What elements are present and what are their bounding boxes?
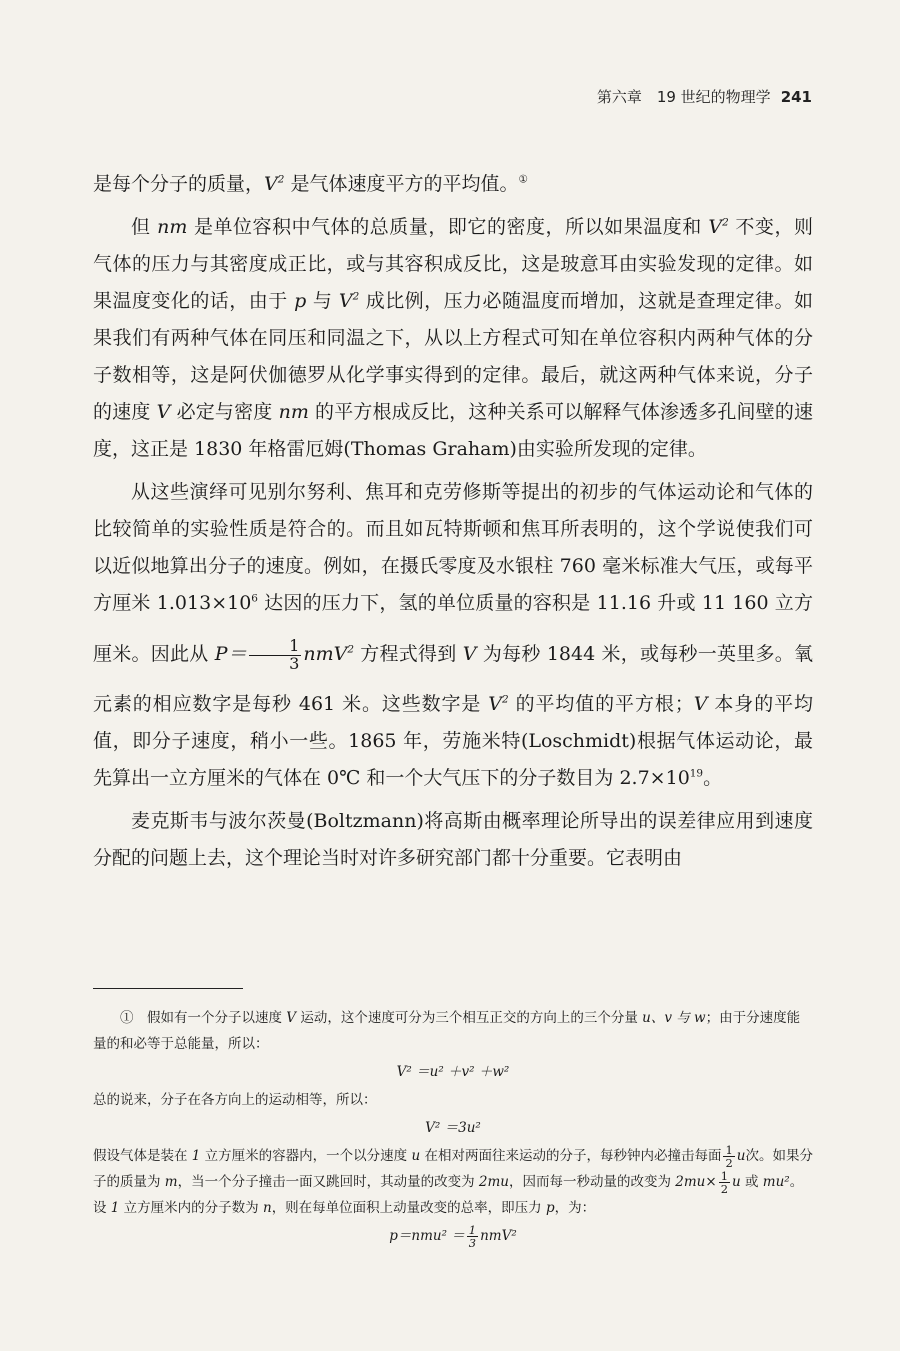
footnote-equation-1: V² ＝u² ＋v² ＋w²	[396, 1064, 510, 1080]
math-v2: $V^2$	[488, 693, 509, 715]
exponent: 6	[251, 592, 258, 605]
math-m: m	[164, 1174, 178, 1191]
math-v: V	[156, 401, 171, 423]
text-run: 在相对两面往来运动的分子，每秒钟内必撞击每面	[420, 1148, 722, 1164]
footnote-line-3	[93, 1143, 813, 1221]
eq-lhs: P＝	[214, 643, 248, 665]
footnote-equation-2: V² ＝3u²	[425, 1120, 481, 1136]
text-run: 的平均值的平方根；	[508, 693, 694, 715]
paragraph-2	[93, 209, 813, 468]
denominator: 2	[720, 1182, 728, 1197]
footnote	[93, 1005, 813, 1251]
text-run: 为每秒 1844 米，或每秒一英里多。氧元素的相应数字是每秒 461 米。这些数字是	[93, 643, 813, 715]
text-run: ，则在每单位面积上动量改变的总率，即压力	[271, 1200, 546, 1217]
math-v2: $V^2$	[264, 173, 285, 195]
text-run: 从这些演绎可见别尔努利、焦耳和克劳修斯等提出的初步的气体运动论和气体的比较简单的实验性质是符合的。而且如瓦特斯顿和焦耳所表明的，这个学说使我们可以近似地算出分子的速度。例如，在摄氏零度及水银柱 760 毫米标准大气压，或每平方厘米 1.013×10	[93, 481, 813, 614]
math-uvw: u、v 与 w	[642, 1010, 706, 1026]
math-one: 1	[110, 1200, 120, 1217]
text-run: 但	[131, 216, 158, 238]
text-run: 是单位容积中气体的总质量，即它的密度，所以如果温度和	[187, 216, 709, 238]
page-number: 241	[780, 88, 812, 106]
text-run: 假设气体是装在	[93, 1148, 192, 1164]
denominator: 3	[468, 1236, 477, 1251]
text-run: 立方厘米的容器内，一个以分速度	[200, 1148, 412, 1164]
math-u: u	[736, 1148, 746, 1164]
eq-part: nmV²	[480, 1228, 517, 1245]
numerator: 1	[725, 1142, 733, 1157]
text-run: 本身的平均值，即分子速度，稍小一些。1865 年，劳施米特(Loschmidt)根据气体运动论，最先算出一立方厘米的气体在 0℃ 和一个大气压下的分子数目为 2.7×10	[93, 693, 813, 789]
text-run: 假如有一个分子以速度	[133, 1010, 287, 1026]
text-run: 成比例，压力必随温度而增加，这就是查理定律。如果我们有两种气体在同压和同温之下，从以上方程式可知在单位容积内两种气体的分子数相等，这是阿伏伽德罗从化学事实得到的定律。最后，就这两种气体来说，分子的速度	[93, 290, 813, 423]
chapter-title: 第六章 19 世纪的物理学	[596, 88, 771, 106]
math-v: V	[286, 1010, 297, 1026]
numerator: 1	[249, 638, 301, 656]
math-p: p	[545, 1200, 555, 1217]
math-p: p	[294, 290, 307, 312]
math-u: u	[411, 1148, 421, 1164]
text-run: 或	[740, 1174, 763, 1191]
text-run: 方程式得到	[353, 643, 463, 665]
text-run: 的平方根成反比，这种关系可以解释气体渗透多孔间壁的速度，这正是 1830 年格雷厄姆(Thomas Graham)由实验所发现的定律。	[93, 401, 813, 460]
text-run: 达因的压力下，氢的单位质量的容积是 11.16 升或 11 160 立方厘米。因此从	[93, 592, 813, 665]
text-run: 。设	[93, 1174, 804, 1217]
fraction-one-half	[719, 1170, 730, 1195]
text-run: 立方厘米内的分子数为	[119, 1200, 263, 1217]
paragraph-3	[93, 474, 813, 797]
math-nm: nm	[278, 401, 309, 423]
fraction-one-half	[723, 1144, 734, 1169]
text-run: 不变，则气体的压力与其密度成正比，或与其容积成反比，这是玻意耳由实验发现的定律。如果温度变化的话，由于	[93, 216, 813, 312]
footnote-line-1	[93, 1005, 813, 1057]
footnote-line-2: 总的说来，分子在各方向上的运动相等，所以：	[93, 1092, 377, 1108]
inline-equation	[214, 635, 354, 673]
denominator: 2	[725, 1156, 733, 1170]
text-run: 必定与密度	[170, 401, 279, 423]
text-run: 是气体速度平方的平均值。	[284, 173, 519, 195]
text-run: ，因而每一秒动量的改变为	[509, 1174, 676, 1191]
math-v2: $V^2$	[338, 290, 360, 312]
math-v: V	[693, 693, 708, 715]
denominator: 3	[289, 653, 300, 673]
footnote-divider	[93, 988, 243, 989]
exponent: 19	[689, 767, 704, 780]
math-v2: $V^2$	[708, 216, 729, 238]
math-u: u	[732, 1174, 741, 1191]
math-v: V	[462, 643, 477, 665]
running-header	[597, 86, 812, 107]
numerator: 1	[468, 1223, 477, 1238]
footnote-equation-3	[93, 1223, 813, 1249]
text-run: ；由于分速度能量的和必等于总能量，所以：	[93, 1010, 801, 1052]
numerator: 1	[720, 1169, 728, 1183]
footnote-ref[interactable]: ①	[518, 173, 528, 186]
math-mu2: mu²	[762, 1174, 790, 1191]
paragraph-4: 麦克斯韦与波尔茨曼(Boltzmann)将高斯由概率理论所导出的误差律应用到速度分配的问题上去，这个理论当时对许多研究部门都十分重要。它表明由	[93, 810, 813, 869]
fraction-one-third	[467, 1224, 478, 1249]
paragraph-1	[93, 166, 813, 203]
eq-part: p＝nmu² ＝	[389, 1228, 465, 1245]
fraction-one-third	[249, 635, 301, 673]
text-run: 。	[703, 767, 723, 789]
footnote-marker: ①	[120, 1010, 134, 1026]
math-nm: nm	[157, 216, 188, 238]
text-run: ，当一个分子撞击一面又跳回时，其动量的改变为	[177, 1174, 479, 1191]
math-n: n	[262, 1200, 272, 1217]
body-text	[93, 166, 813, 883]
text-run: 次。如果分子的质量为	[93, 1148, 813, 1191]
text-run: 是每个分子的质量，	[93, 173, 265, 195]
math-one: 1	[191, 1148, 201, 1164]
text-run: ，为：	[554, 1200, 596, 1217]
text-run: 与	[306, 290, 339, 312]
math-2mu: 2mu	[478, 1174, 509, 1191]
math-nmv2: nmV$^2$	[303, 643, 354, 665]
math-2mu-times: 2mu×	[675, 1174, 717, 1191]
text-run: 运动，这个速度可分为三个相互正交的方向上的三个分量	[296, 1010, 643, 1026]
